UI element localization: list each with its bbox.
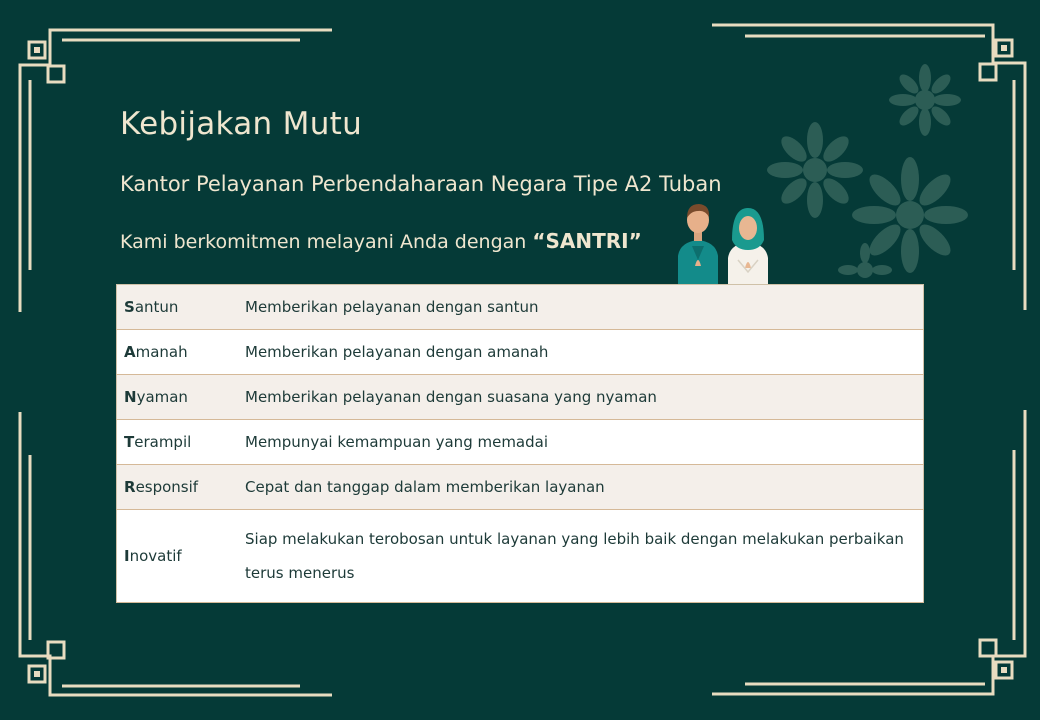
table-row [117, 375, 924, 420]
man-figure [678, 204, 718, 284]
term-rest: manah [135, 343, 188, 361]
table-row [117, 330, 924, 375]
table-row [117, 285, 924, 330]
term-initial: S [124, 298, 135, 316]
value-term [117, 420, 246, 465]
term-rest: antun [134, 298, 179, 316]
table-row [117, 510, 924, 603]
value-description: Cepat dan tanggap dalam memberikan layanan [245, 465, 924, 510]
term-initial: I [124, 547, 130, 565]
value-term [117, 465, 246, 510]
value-description: Memberikan pelayanan dengan santun [245, 285, 924, 330]
value-description: Mempunyai kemampuan yang memadai [245, 420, 924, 465]
term-initial: R [124, 478, 136, 496]
tagline-prefix: Kami berkomitmen melayani Anda dengan [120, 231, 533, 253]
commitment-tagline [120, 229, 642, 253]
greeting-couple-illustration [672, 198, 780, 284]
value-description: Siap melakukan terobosan untuk layanan yang lebih baik dengan melakukan perbaikan terus menerus [245, 510, 924, 603]
table-row [117, 420, 924, 465]
term-rest: esponsif [135, 478, 199, 496]
santri-values-table [116, 284, 924, 603]
value-term [117, 375, 246, 420]
value-term [117, 510, 246, 603]
table-row [117, 465, 924, 510]
term-initial: A [124, 343, 136, 361]
term-initial: T [124, 433, 135, 451]
woman-figure [728, 208, 768, 284]
term-rest: yaman [136, 388, 188, 406]
office-subtitle: Kantor Pelayanan Perbendaharaan Negara Tipe A2 Tuban [120, 172, 722, 196]
value-term [117, 330, 246, 375]
page-title: Kebijakan Mutu [120, 106, 363, 142]
term-initial: N [124, 388, 137, 406]
floral-ornament-icon [760, 55, 990, 290]
value-term [117, 285, 246, 330]
value-description: Memberikan pelayanan dengan amanah [245, 330, 924, 375]
term-rest: novatif [129, 547, 182, 565]
tagline-quote: “SANTRI” [532, 229, 642, 253]
term-rest: erampil [134, 433, 192, 451]
value-description: Memberikan pelayanan dengan suasana yang nyaman [245, 375, 924, 420]
